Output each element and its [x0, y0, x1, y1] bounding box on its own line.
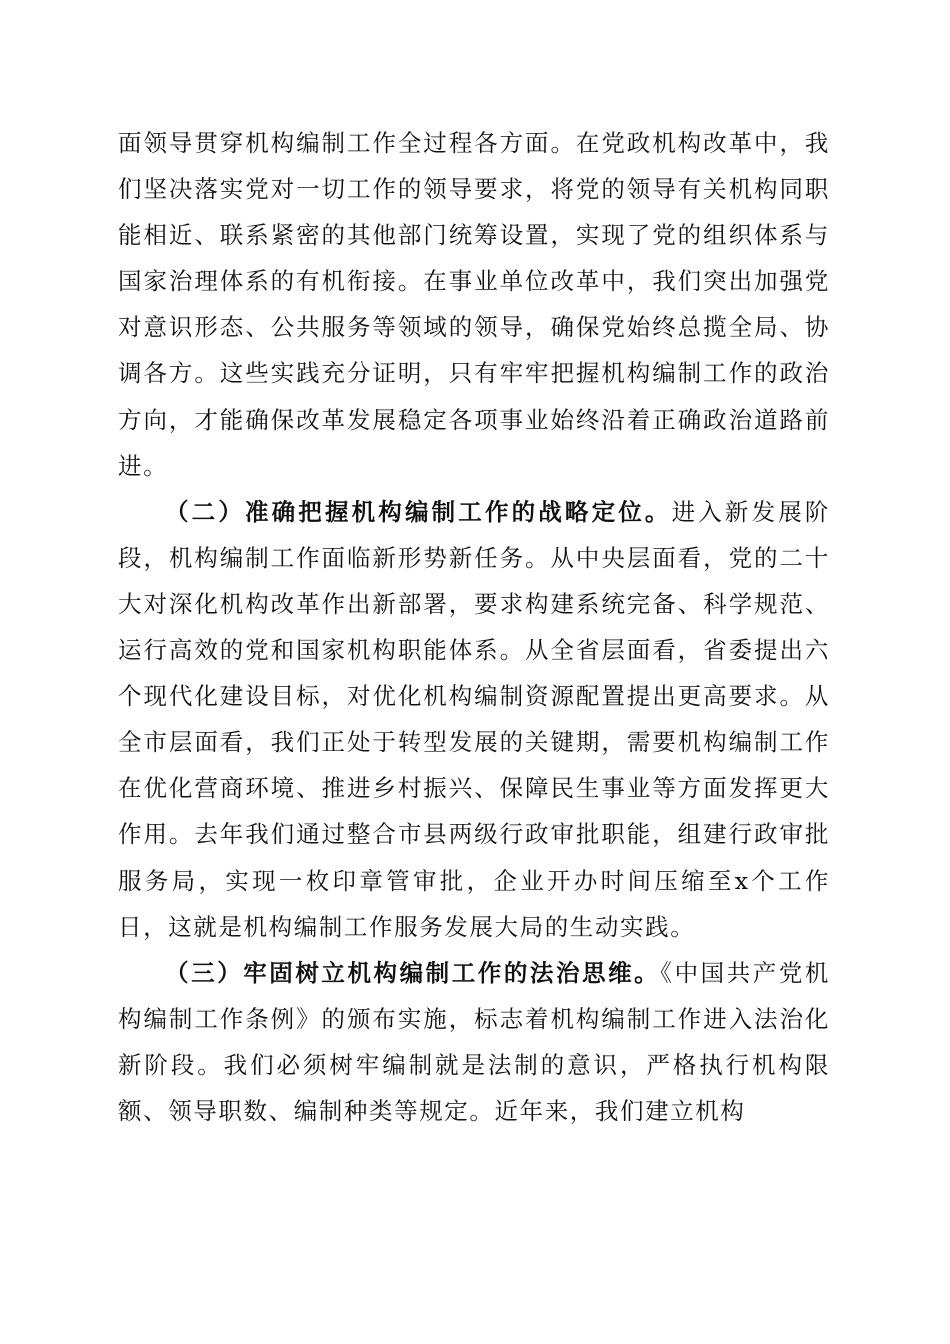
- paragraph-3-text: 《中国共产党机构编制工作条例》的颁布实施，标志着机构编制工作进入法治化新阶段。我们必须树牢编制就是法制的意识，严格执行机构限额、领导职数、编制种类等规定。近年来，我们建立机构: [118, 958, 830, 1125]
- paragraph-2: [118, 489, 830, 950]
- paragraph-1-text: 面领导贯穿机构编制工作全过程各方面。在党政机构改革中，我们坚决落实党对一切工作的领导要求，将党的领导有关机构同职能相近、联系紧密的其他部门统筹设置，实现了党的组织体系与国家治理体系的有机衔接。在事业单位改革中，我们突出加强党对意识形态、公共服务等领域的领导，确保党始终总揽全局、协调各方。这些实践充分证明，只有牢牢把握机构编制工作的政治方向，才能确保改革发展稳定各项事业始终沿着正确政治道路前进。: [118, 129, 830, 480]
- paragraph-3: [118, 950, 830, 1134]
- document-body: [118, 120, 830, 1134]
- paragraph-2-text: 进入新发展阶段，机构编制工作面临新形势新任务。从中央层面看，党的二十大对深化机构改革作出新部署，要求构建系统完备、科学规范、运行高效的党和国家机构职能体系。从全省层面看，省委提出六个现代化建设目标，对优化机构编制资源配置提出更高要求。从全市层面看，我们正处于转型发展的关键期，需要机构编制工作在优化营商环境、推进乡村振兴、保障民生事业等方面发挥更大作用。去年我们通过整合市县两级行政审批职能，组建行政审批服务局，实现一枚印章管审批，企业开办时间压缩至x个工作日，这就是机构编制工作服务发展大局的生动实践。: [118, 497, 830, 941]
- section-2-heading: （二）准确把握机构编制工作的战略定位。: [165, 497, 672, 526]
- paragraph-1: [118, 120, 830, 489]
- section-3-heading: （三）牢固树立机构编制工作的法治思维。: [165, 958, 661, 987]
